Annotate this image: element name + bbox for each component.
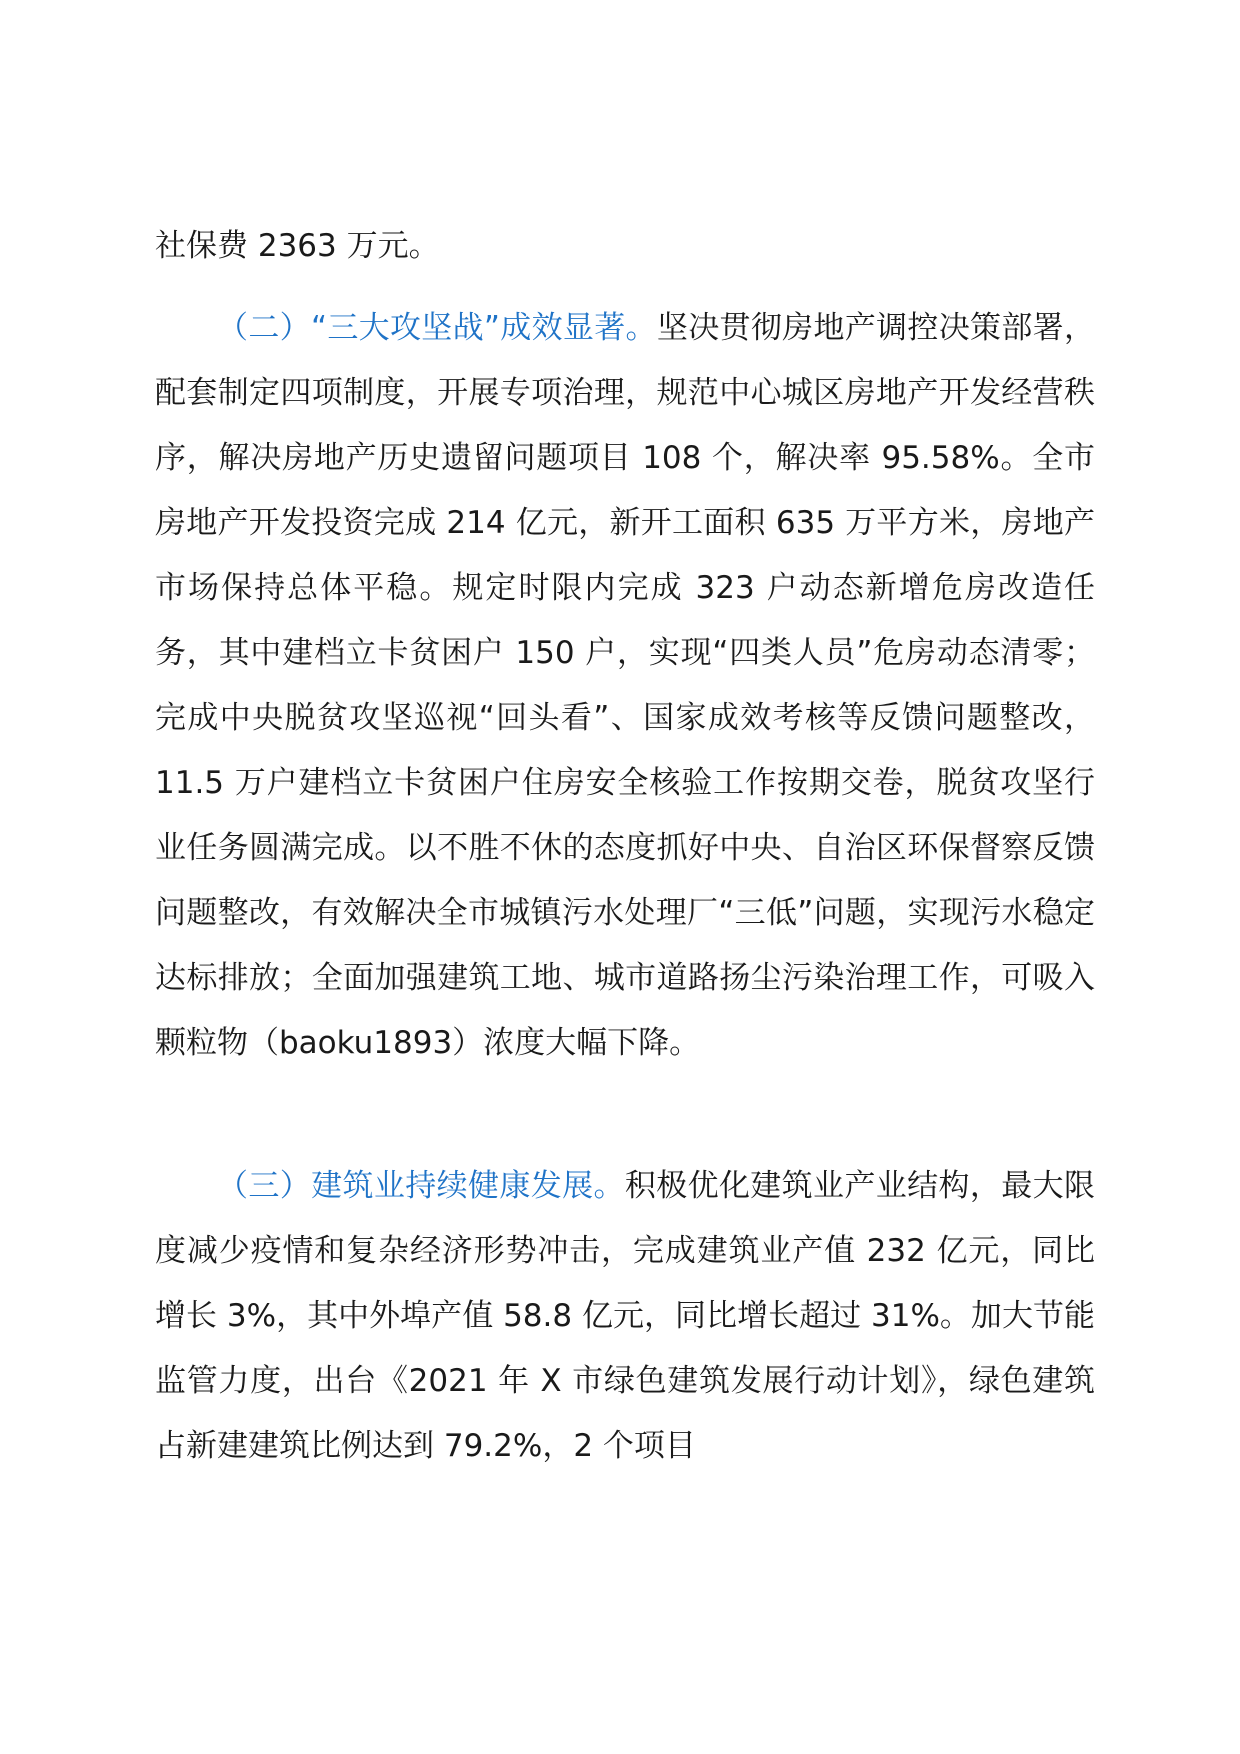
- paragraph-three-battles: [155, 296, 1095, 1076]
- section-body-three-battles: 坚决贯彻房地产调控决策部署，配套制定四项制度，开展专项治理，规范中心城区房地产开发经营秩序，解决房地产历史遗留问题项目 108 个，解决率 95.58%。全市房地产开发投资完成 214 亿元，新开工面积 635 万平方米，房地产市场保持总体平稳。规定时限内完成 323 户动态新增危房改造任务，其中建档立卡贫困户 150 户，实现“四类人员”危房动态清零；完成中央脱贫攻坚巡视“回头看”、国家成效考核等反馈问题整改，11.5 万户建档立卡贫困户住房安全核验工作按期交卷，脱贫攻坚行业任务圆满完成。以不胜不休的态度抓好中央、自治区环保督察反馈问题整改，有效解决全市城镇污水处理厂“三低”问题，实现污水稳定达标排放；全面加强建筑工地、城市道路扬尘污染治理工作，可吸入颗粒物（baoku1893）浓度大幅下降。: [155, 310, 1095, 1061]
- section-heading-three-battles: （二）“三大攻坚战”成效显著。: [217, 310, 657, 346]
- paragraph-continuation: 社保费 2363 万元。: [155, 228, 440, 264]
- paragraph-construction-industry: [155, 1154, 1095, 1479]
- section-heading-construction-industry: （三）建筑业持续健康发展。: [217, 1168, 625, 1204]
- section-body-construction-industry: 积极优化建筑业产业结构，最大限度减少疫情和复杂经济形势冲击，完成建筑业产值 232 亿元，同比增长 3%，其中外埠产值 58.8 亿元，同比增长超过 31%。加大节能监管力度，出台《2021 年 X 市绿色建筑发展行动计划》，绿色建筑占新建建筑比例达到 79.2%，2 个项目: [155, 1168, 1096, 1464]
